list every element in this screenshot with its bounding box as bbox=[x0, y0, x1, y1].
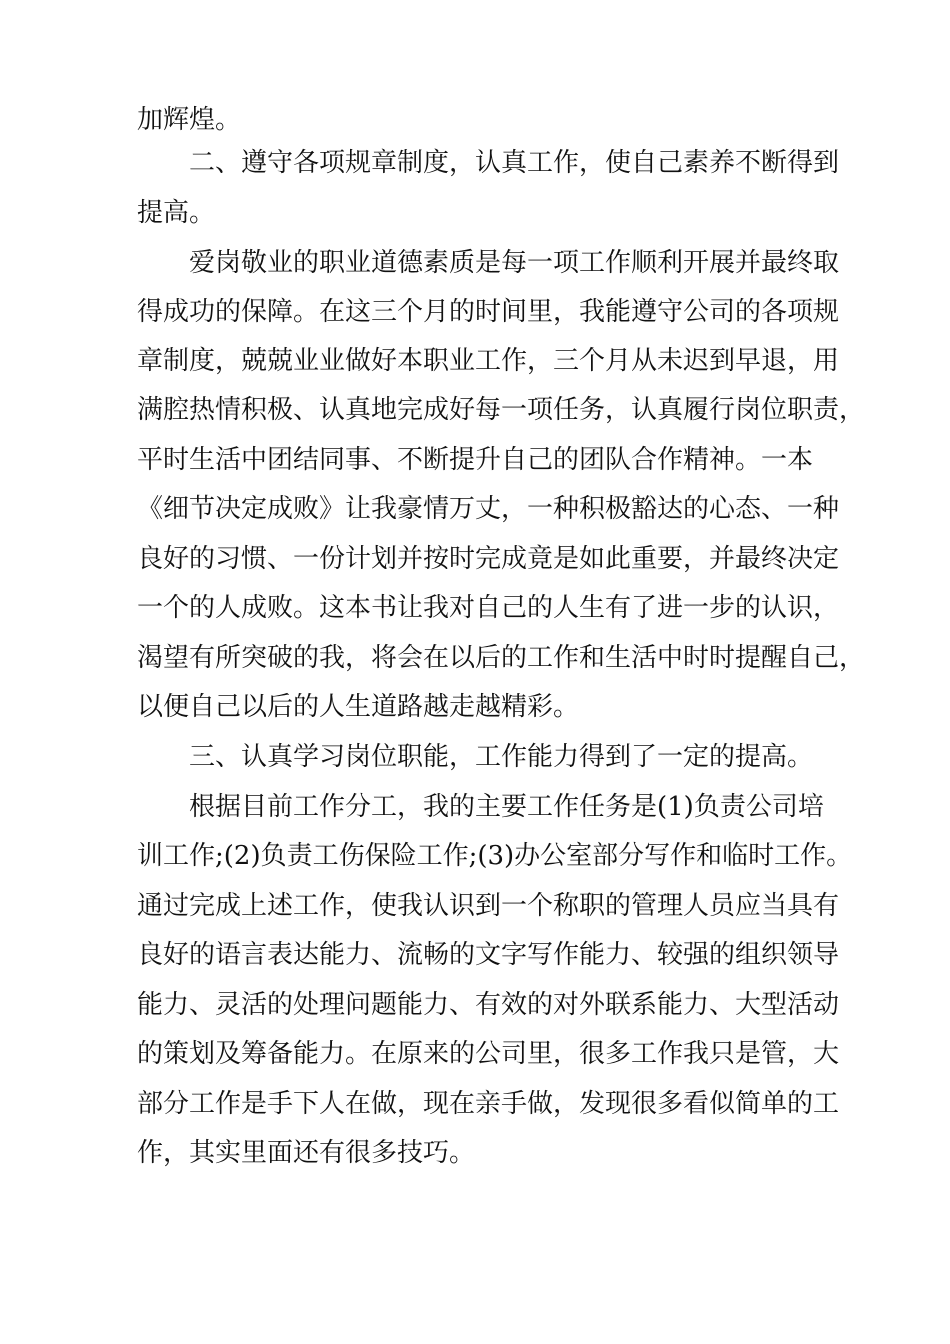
text-line: 作，其实里面还有很多技巧。 bbox=[137, 1138, 476, 1168]
text-line: 良好的习惯、一份计划并按时完成竟是如此重要，并最终决定 bbox=[137, 544, 840, 574]
text-line: 良好的语言表达能力、流畅的文字写作能力、较强的组织领导 bbox=[137, 940, 840, 970]
text-line: 部分工作是手下人在做，现在亲手做，发现很多看似简单的工 bbox=[137, 1089, 840, 1119]
text-line: 能力、灵活的处理问题能力、有效的对外联系能力、大型活动 bbox=[137, 990, 840, 1020]
text-line: 加辉煌。 bbox=[137, 105, 242, 135]
paragraph-start: 根据目前工作分工，我的主要工作任务是(1)负责公司培 bbox=[189, 792, 824, 822]
paragraph-start: 爱岗敬业的职业道德素质是每一项工作顺利开展并最终取 bbox=[189, 248, 840, 278]
text-line: 渴望有所突破的我，将会在以后的工作和生活中时时提醒自己， bbox=[137, 643, 866, 673]
text-line: 一个的人成败。这本书让我对自己的人生有了进一步的认识， bbox=[137, 593, 840, 623]
section-heading-2: 二、遵守各项规章制度，认真工作，使自己素养不断得到 bbox=[189, 148, 840, 178]
text-line: 以便自己以后的人生道路越走越精彩。 bbox=[137, 692, 580, 722]
text-line: 章制度，兢兢业业做好本职业工作，三个月从未迟到早退，用 bbox=[137, 346, 840, 376]
text-line: 满腔热情积极、认真地完成好每一项任务，认真履行岗位职责， bbox=[137, 395, 866, 425]
section-heading-3: 三、认真学习岗位职能，工作能力得到了一定的提高。 bbox=[189, 742, 814, 772]
text-line: 训工作;(2)负责工伤保险工作;(3)办公室部分写作和临时工作。 bbox=[137, 841, 853, 871]
text-line: 提高。 bbox=[137, 198, 216, 228]
text-line: 通过完成上述工作，使我认识到一个称职的管理人员应当具有 bbox=[137, 891, 840, 921]
text-line: 得成功的保障。在这三个月的时间里，我能遵守公司的各项规 bbox=[137, 297, 840, 327]
text-line: 的策划及筹备能力。在原来的公司里，很多工作我只是管，大 bbox=[137, 1039, 840, 1069]
text-line: 平时生活中团结同事、不断提升自己的团队合作精神。一本 bbox=[137, 445, 814, 475]
text-line: 《细节决定成败》让我豪情万丈，一种积极豁达的心态、一种 bbox=[137, 494, 840, 524]
